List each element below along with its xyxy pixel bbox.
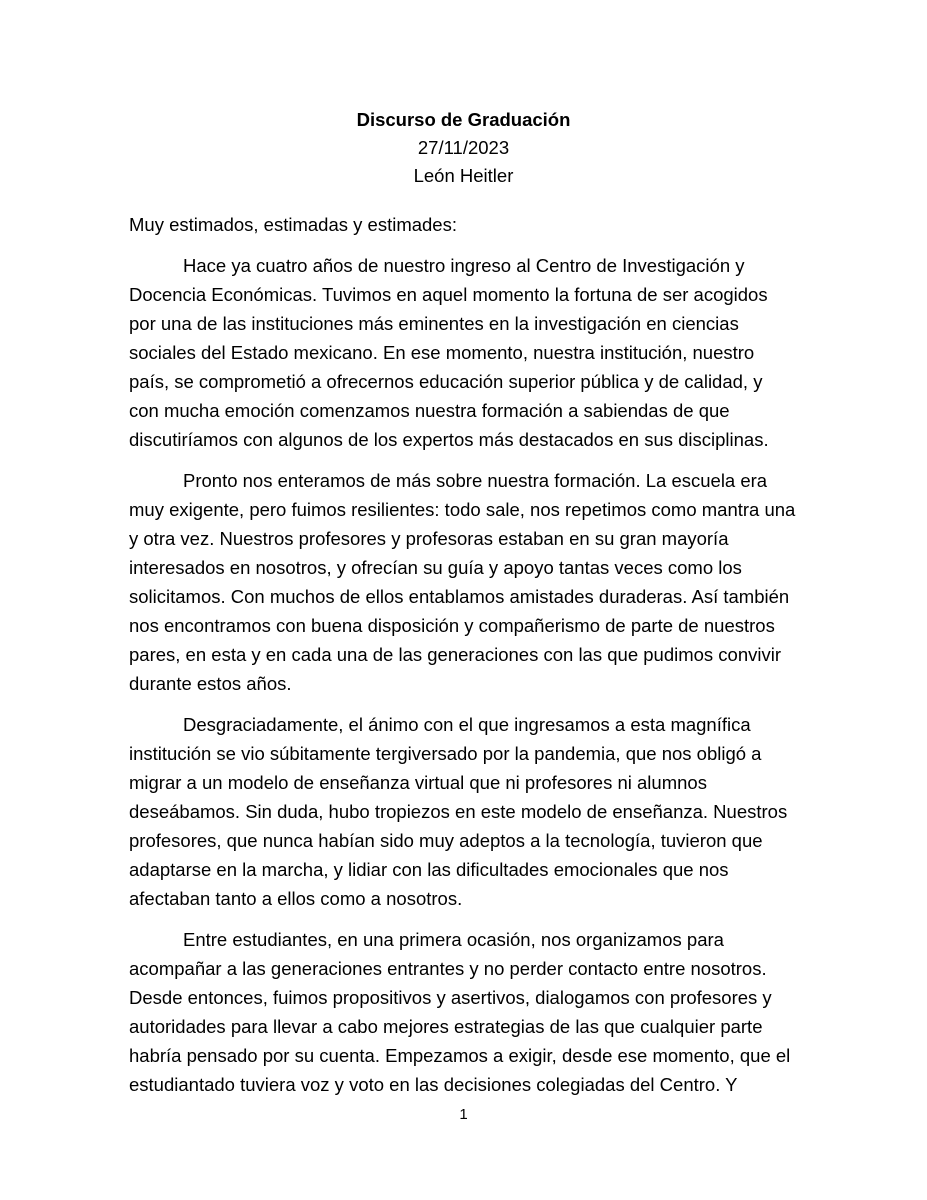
document-header (0, 106, 927, 190)
page-number: 1 (459, 1106, 468, 1123)
document-title: Discurso de Graduación (356, 109, 571, 130)
salutation: Muy estimados, estimadas y estimades: (129, 214, 457, 235)
paragraph: Pronto nos enteramos de más sobre nuestra formación. La escuela era muy exigente, pero fuimos resilientes: todo sale, nos repetimos como mantra una y otra vez. Nuestros profesores y profesoras estaban en su gran mayoría interesados en nosotros, y ofrecían su guía y apoyo tantas veces como los solicitamos. Con muchos de ellos entablamos amistades duraderas. Así también nos encontramos con buena disposición y compañerismo de parte de nuestros pares, en esta y en cada una de las generaciones con las que pudimos convivir durante estos años. (129, 470, 796, 694)
document-author: León Heitler (413, 165, 514, 186)
document-body (129, 210, 797, 1111)
paragraph: Hace ya cuatro años de nuestro ingreso al Centro de Investigación y Docencia Económicas. Tuvimos en aquel momento la fortuna de ser acogidos por una de las instituciones más eminentes en la investigación en ciencias sociales del Estado mexicano. En ese momento, nuestra institución, nuestro país, se comprometió a ofrecernos educación superior pública y de calidad, y con mucha emoción comenzamos nuestra formación a sabiendas de que discutiríamos con algunos de los expertos más destacados en sus disciplinas. (129, 255, 769, 450)
paragraph: Desgraciadamente, el ánimo con el que ingresamos a esta magnífica institución se vio súbitamente tergiversado por la pandemia, que nos obligó a migrar a un modelo de enseñanza virtual que ni profesores ni alumnos deseábamos. Sin duda, hubo tropiezos en este modelo de enseñanza. Nuestros profesores, que nunca habían sido muy adeptos a la tecnología, tuvieron que adaptarse en la marcha, y lidiar con las dificultades emocionales que nos afectaban tanto a ellos como a nosotros. (129, 714, 788, 909)
document-date: 27/11/2023 (417, 137, 510, 158)
paragraph: Entre estudiantes, en una primera ocasión, nos organizamos para acompañar a las generaciones entrantes y no perder contacto entre nosotros. Desde entonces, fuimos propositivos y asertivos, dialogamos con profesores y autoridades para llevar a cabo mejores estrategias de las que cualquier parte habría pensado por su cuenta. Empezamos a exigir, desde ese momento, que el estudiantado tuviera voz y voto en las decisiones colegiadas del Centro. Y (129, 929, 791, 1095)
